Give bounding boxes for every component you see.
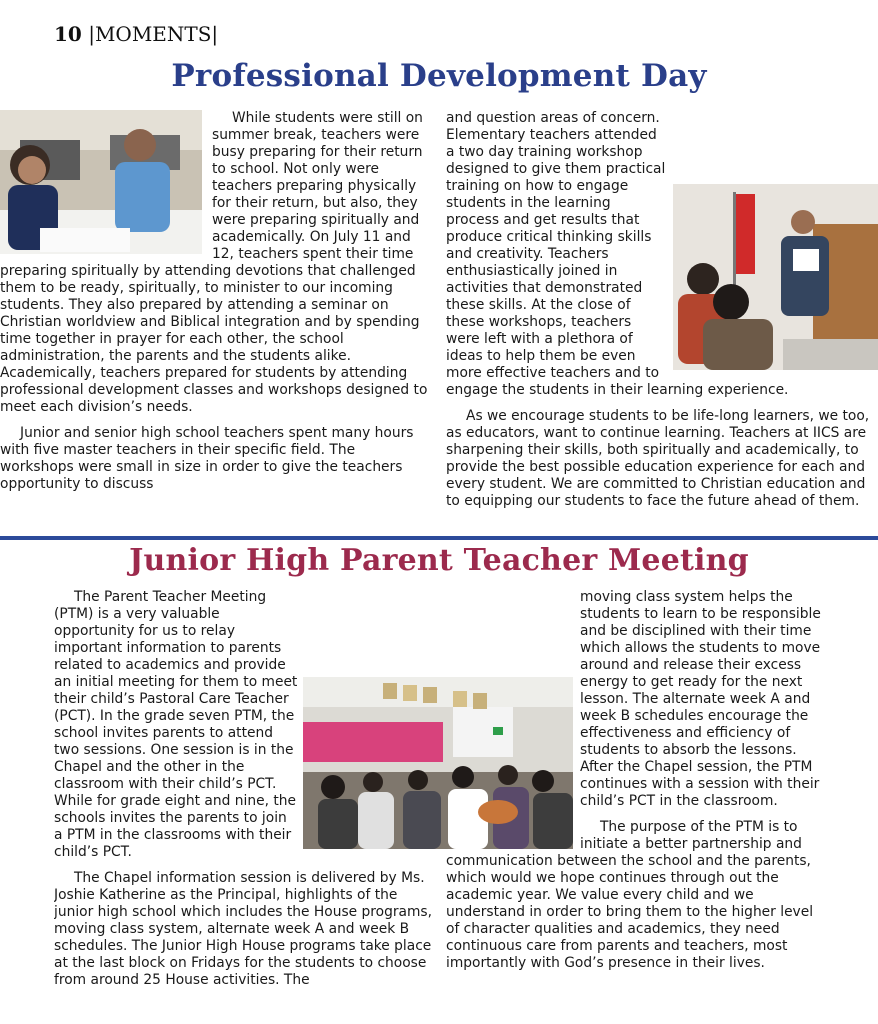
section-divider bbox=[0, 536, 878, 540]
page-number: 10 bbox=[54, 22, 82, 46]
photo-classroom-meeting bbox=[303, 677, 573, 849]
page-header bbox=[54, 22, 218, 46]
section-name: |MOMENTS| bbox=[88, 22, 219, 46]
article1-paragraph-2: Junior and senior high school teachers spent many hours with five master teachers in their specific field. The workshops were small in size in order to give the teachers opportunity to discuss bbox=[0, 425, 414, 492]
article1-right-column bbox=[446, 110, 878, 530]
article1-paragraph-3: and question areas of concern. Elementary teachers attended a two day training workshop designed to give them practical training on how to engage students in the learning process and get results that produce critical thinking skills and creativity. Teachers enthusiastically joined in activities that demonstrated these skills. At the close of these workshops, teachers were left with a plethora of ideas to help them be even more effective teachers and to engage the students in their learning experience. bbox=[446, 110, 789, 398]
article-title-professional-development: Professional Development Day bbox=[171, 58, 707, 94]
article2-paragraph-4: The purpose of the PTM is to initiate a better partnership and communication between the school and the parents, which would we hope continues through out the academic year. We value every child and we understand in order to bring them to the higher level of character qualities and academics, they need continuous care from parents and teachers, most importantly with God’s presence in their lives. bbox=[446, 819, 814, 971]
photo-teachers-smiling bbox=[0, 110, 202, 254]
article1-paragraph-4: As we encourage students to be life-long learners, we too, as educators, want to continue learning. Teachers at IICS are sharpening their skills, both spiritually and academically, to provide the best possible education experience for each and every student. We are committed to Christian education and to equipping our students to face the future ahead of them. bbox=[446, 408, 870, 509]
article2-paragraph-1: The Parent Teacher Meeting (PTM) is a very valuable opportunity for us to relay important information to parents related to academics and provide an initial meeting for them to meet their child’s Pastoral Care Teacher (PCT). In the grade seven PTM, the school invites parents to attend two sessions. One session is in the Chapel and the other in the classroom with their child’s PCT. While for grade eight and nine, the schools invites the parents to join a PTM in the classrooms with their child’s PCT. bbox=[54, 589, 298, 860]
article1-paragraph-1: While students were still on summer break, teachers were busy preparing for their return to school. Not only were teachers preparing physically for their return, but also, they were preparing spiritually and academically. On July 11 and 12, teachers spent their time preparing spiritually by attending devotions that challenged them to be ready, spiritually, to minister to our incoming students. They also prepared by attending a seminar on Christian worldview and Biblical integration and by spending time together in prayer for each other, the school administration, the parents and the students alike. Academically, teachers prepared for students by attending professional development classes and workshops designed to meet each division’s needs. bbox=[0, 110, 428, 415]
article1-left-column bbox=[0, 110, 430, 530]
article-title-parent-teacher-meeting: Junior High Parent Teacher Meeting bbox=[129, 543, 749, 578]
article2-paragraph-3: moving class system helps the students to learn to be responsible and be disciplined with their time which allows the students to move around and release their excess energy to get ready for the next lesson. The alternate week A and week B schedules encourage the effectiveness and efficiency of students to absorb the lessons. After the Chapel session, the PTM continues with a session with their child’s PCT in the classroom. bbox=[580, 589, 821, 809]
photo-teacher-presenting bbox=[673, 184, 878, 370]
article2-paragraph-2: The Chapel information session is delivered by Ms. Joshie Katherine as the Principal, highlights of the junior high school which includes the House programs, moving class system, alternate week A and week B schedules. The Junior High House programs take place at the last block on Fridays for the students to choose from around 25 House activities. The bbox=[54, 870, 432, 988]
